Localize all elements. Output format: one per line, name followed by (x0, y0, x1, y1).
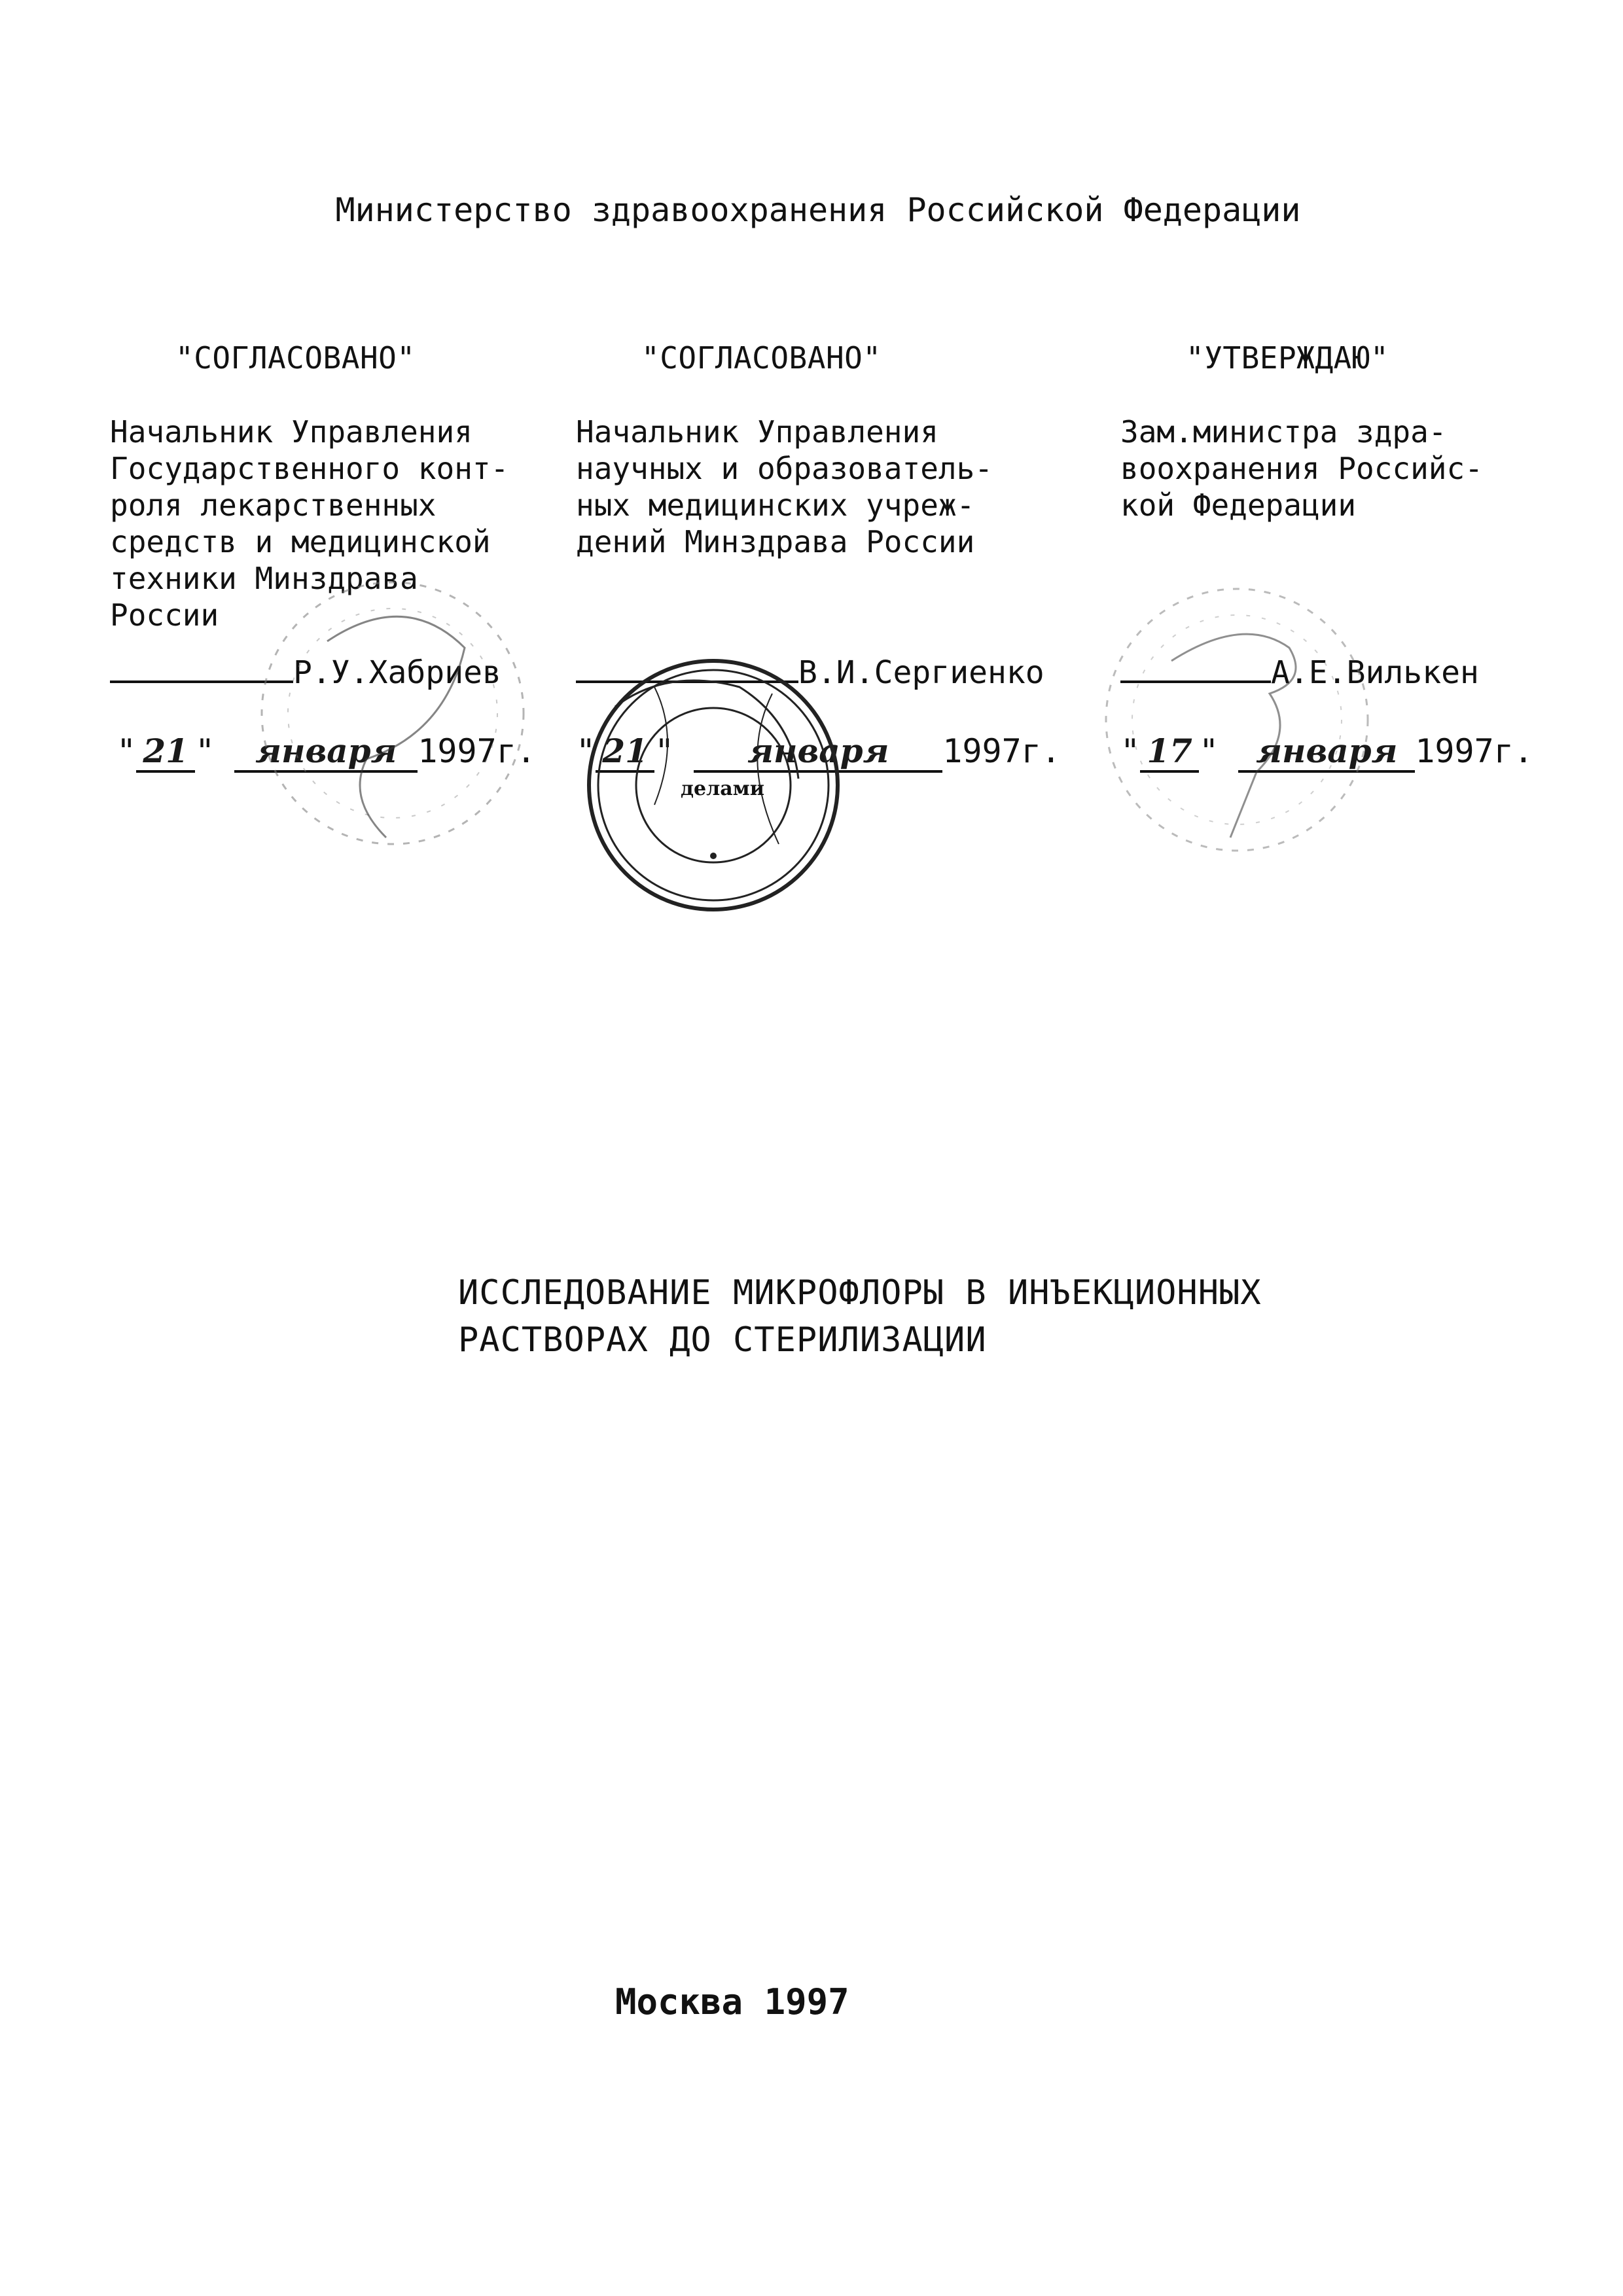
signatory-position: Начальник Управления Государственного конт- роля лекарственных средств и медицинской техники Минздрава России (110, 414, 509, 633)
signature-line (576, 674, 798, 683)
signature-row-3 (1120, 654, 1479, 691)
signatory-position: Зам.министра здра- воохранения Российс- кой Федерации (1120, 414, 1483, 523)
approval-block-2 (576, 340, 1073, 560)
place-year: Москва 1997 (615, 1981, 849, 2022)
date-row-2: " 21 " января 1997г. (576, 732, 1061, 773)
approval-label: "УТВЕРЖДАЮ" (1186, 340, 1389, 376)
date-day: 17 (1140, 732, 1199, 773)
signatory-name: А.Е.Вилькен (1271, 654, 1479, 691)
date-row-1: " 21 " января 1997г. (116, 732, 536, 773)
signature-line (110, 674, 293, 683)
approval-label: "СОГЛАСОВАНО" (175, 340, 416, 376)
date-month: января (694, 732, 942, 773)
date-row-3: " 17 " января 1997г. (1120, 732, 1533, 773)
date-month: января (1238, 732, 1415, 773)
approval-label: "СОГЛАСОВАНО" (641, 340, 882, 376)
date-year: 1997г. (418, 732, 536, 770)
signatory-position: Начальник Управления научных и образователь- ных медицинских учреж- дений Минздрава России (576, 414, 993, 559)
signature-row-1 (110, 654, 501, 691)
signature-line (1120, 674, 1271, 683)
document-title: ИССЛЕДОВАНИЕ МИКРОФЛОРЫ В ИНЪЕКЦИОННЫХ РАСТВОРАХ ДО СТЕРИЛИЗАЦИИ (458, 1273, 1262, 1360)
signatory-name: Р.У.Хабриев (293, 654, 501, 691)
signature-row-2 (576, 654, 1044, 691)
faint-stamp-right-icon (1073, 576, 1400, 877)
approval-block-3 (1120, 340, 1578, 523)
date-day: 21 (596, 732, 654, 773)
signatory-name: В.И.Сергиенко (798, 654, 1044, 691)
date-day: 21 (136, 732, 195, 773)
ministry-header: Министерство здравоохранения Российской Федерации (335, 191, 1301, 229)
date-year: 1997г. (942, 732, 1061, 770)
stamp-center-text: делами (681, 777, 764, 800)
date-month: января (234, 732, 418, 773)
approval-block-1 (110, 340, 562, 633)
date-year: 1997г. (1415, 732, 1533, 770)
